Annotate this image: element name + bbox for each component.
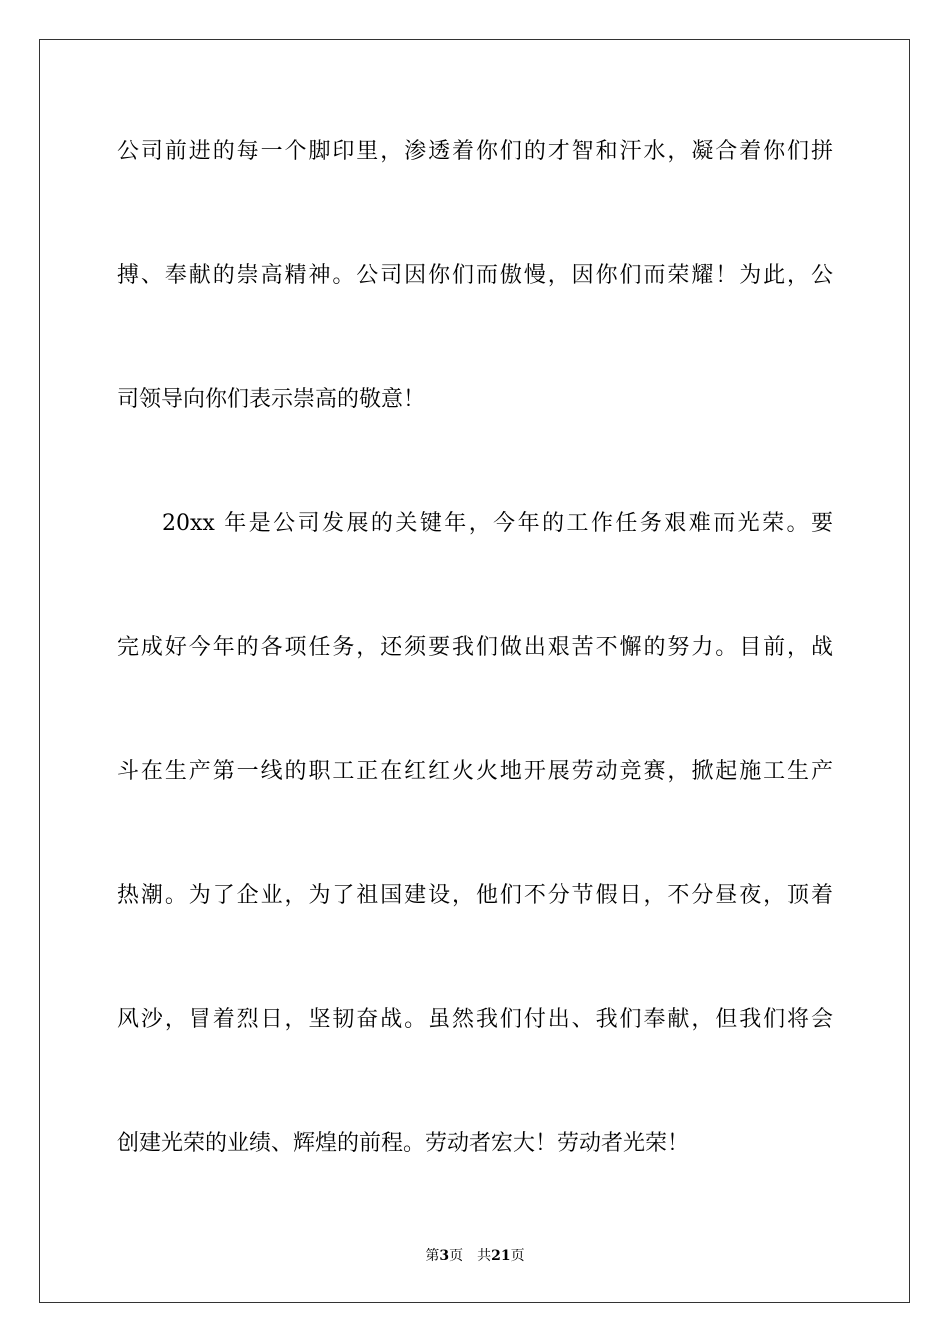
footer-total-prefix: 共 [477, 1248, 492, 1264]
body-line-6: 斗在生产第一线的职工正在红红火火地开展劳动竞赛，掀起施工生产 [117, 759, 833, 784]
body-line-1: 公司前进的每一个脚印里，渗透着你们的才智和汗水，凝合着你们拼 [117, 139, 833, 164]
body-line-9: 创建光荣的业绩、辉煌的前程。劳动者宏大！劳动者光荣！ [117, 1131, 690, 1156]
page-frame [39, 39, 910, 1303]
footer-page-suffix: 页 [449, 1248, 464, 1264]
body-line-8: 风沙，冒着烈日，坚韧奋战。虽然我们付出、我们奉献，但我们将会 [117, 1007, 833, 1032]
footer-total-suffix: 页 [510, 1248, 525, 1264]
footer-page-number: 3 [439, 1248, 450, 1264]
body-line-4-indented: 20xx 年是公司发展的关键年，今年的工作任务艰难而光荣。要 [162, 511, 833, 536]
body-line-7: 热潮。为了企业，为了祖国建设，他们不分节假日，不分昼夜，顶着 [117, 883, 833, 908]
body-line-2: 搏、奉献的崇高精神。公司因你们而傲慢，因你们而荣耀！为此，公 [117, 263, 833, 288]
body-line-3: 司领导向你们表示崇高的敬意！ [117, 387, 426, 412]
page-footer [0, 1247, 950, 1265]
footer-total-pages: 21 [491, 1248, 511, 1264]
body-line-5: 完成好今年的各项任务，还须要我们做出艰苦不懈的努力。目前，战 [117, 635, 833, 660]
footer-page-prefix: 第 [425, 1248, 440, 1264]
